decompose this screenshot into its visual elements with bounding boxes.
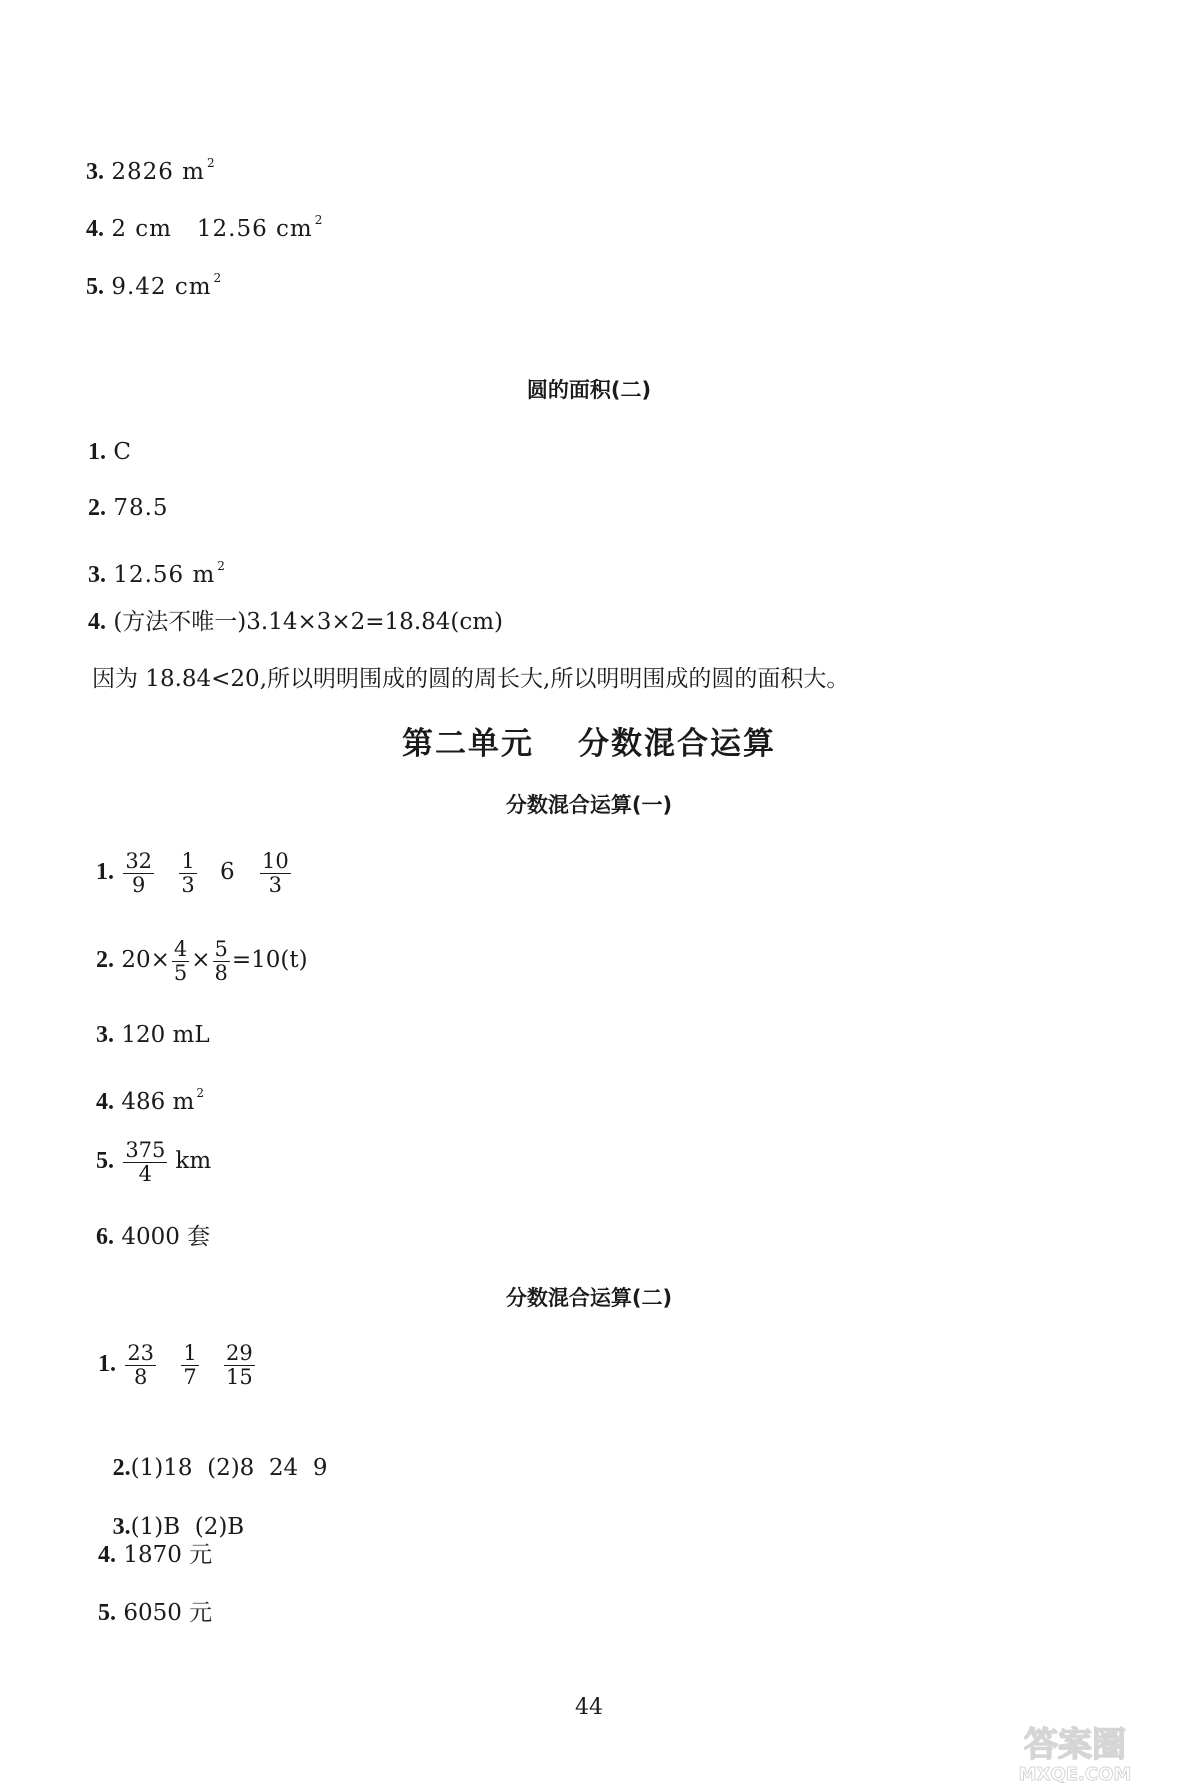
fraction: $\frac{10}{3}$ — [262, 848, 289, 897]
fraction: $\frac{1}{3}$ — [181, 848, 195, 897]
answer-number: 4. — [98, 1542, 116, 1568]
answer-text: (1)18 (2)8 24 9 — [130, 1455, 328, 1481]
fraction: $\frac{23}{8}$ — [127, 1340, 155, 1389]
fraction: $\frac{1}{7}$ — [183, 1340, 197, 1389]
answer-3 — [86, 148, 215, 187]
answer-2 — [88, 493, 169, 523]
answer-text: 6 — [220, 859, 235, 885]
unit-number: 第二单元 — [402, 726, 534, 762]
superscript: 2 — [213, 271, 222, 285]
answer-number: 2. — [88, 495, 106, 521]
answer-number: 4. — [88, 609, 106, 635]
answer-text: 486 m — [121, 1089, 195, 1115]
answer-text: 4000 套 — [121, 1224, 211, 1250]
answer-3 — [88, 551, 225, 590]
answer-text: 12.56 m — [113, 562, 216, 588]
answer-text: 6050 元 — [123, 1600, 213, 1626]
superscript: 2 — [196, 1086, 204, 1100]
answer-number: 4. — [86, 216, 104, 242]
answer-1 — [98, 1340, 271, 1389]
page-number: 44 — [575, 1695, 603, 1720]
fraction: $\frac{5}{8}$ — [214, 936, 228, 985]
answer-number: 5. — [98, 1600, 116, 1626]
watermark-logo — [990, 1716, 1160, 1786]
answer-number: 2. — [96, 947, 114, 973]
answer-number: 5. — [86, 274, 104, 300]
answer-2 — [98, 1423, 327, 1483]
answer-text: 9.42 cm — [111, 274, 212, 300]
answer-3 — [96, 1020, 210, 1050]
svg-text:MXQE.COM: MXQE.COM — [1018, 1764, 1132, 1785]
answer-4 — [88, 607, 503, 637]
answer-number: 3. — [86, 159, 104, 185]
answer-text: C — [113, 439, 132, 465]
answer-6 — [96, 1222, 210, 1252]
answer-text: 20× — [121, 947, 170, 973]
superscript: 2 — [217, 559, 225, 573]
answer-4 — [96, 1078, 204, 1117]
answer-number: 1. — [88, 439, 106, 465]
answer-1 — [96, 848, 307, 897]
section-title: 分数混合运算(一) — [505, 793, 673, 817]
answer-3 — [98, 1482, 244, 1542]
answer-text: 1870 元 — [123, 1542, 213, 1568]
answer-number: 4. — [96, 1089, 114, 1115]
unit-label: km — [175, 1148, 212, 1174]
answer-text: 2 cm 12.56 cm — [111, 216, 313, 242]
answer-5 — [98, 1598, 212, 1628]
answer-number: 3. — [88, 562, 106, 588]
operator: × — [191, 947, 211, 973]
answer-number: 1. — [98, 1351, 116, 1377]
fraction: $\frac{375}{4}$ — [125, 1137, 166, 1186]
superscript: 2 — [206, 156, 215, 170]
answer-text: 120 mL — [121, 1022, 210, 1048]
answer-5 — [86, 263, 221, 302]
answer-text: =10(t) — [231, 947, 308, 973]
answer-text: 78.5 — [113, 495, 169, 521]
answer-text: (方法不唯一)3.14×3×2=18.84(cm) — [113, 609, 504, 635]
answer-number: 2. — [112, 1455, 131, 1481]
answer-text: (1)B (2)B — [130, 1514, 245, 1540]
unit-title: 分数混合运算 — [578, 726, 776, 762]
fraction: $\frac{29}{15}$ — [226, 1340, 253, 1389]
answer-number: 1. — [96, 859, 114, 885]
answer-4 — [98, 1540, 212, 1570]
answer-4 — [86, 205, 322, 244]
explanation-text: 因为 18.84<20,所以明明围成的圆的周长大,所以明明围成的圆的面积大。 — [92, 666, 850, 692]
fraction: $\frac{4}{5}$ — [173, 936, 188, 985]
section-title: 分数混合运算(二) — [505, 1286, 673, 1310]
answer-text: 2826 m — [111, 159, 205, 185]
fraction: $\frac{32}{9}$ — [125, 848, 153, 897]
unit-heading — [0, 718, 1178, 763]
answer-5 — [96, 1137, 211, 1186]
svg-text:答案圈: 答案圈 — [1024, 1725, 1126, 1765]
answer-number: 6. — [96, 1224, 114, 1250]
answer-number: 3. — [112, 1514, 131, 1540]
superscript: 2 — [314, 213, 323, 227]
answer-number: 5. — [96, 1148, 114, 1174]
answer-1 — [88, 437, 132, 467]
answer-number: 3. — [96, 1022, 114, 1048]
answer-2 — [96, 936, 308, 985]
section-title: 圆的面积(二) — [526, 378, 652, 402]
